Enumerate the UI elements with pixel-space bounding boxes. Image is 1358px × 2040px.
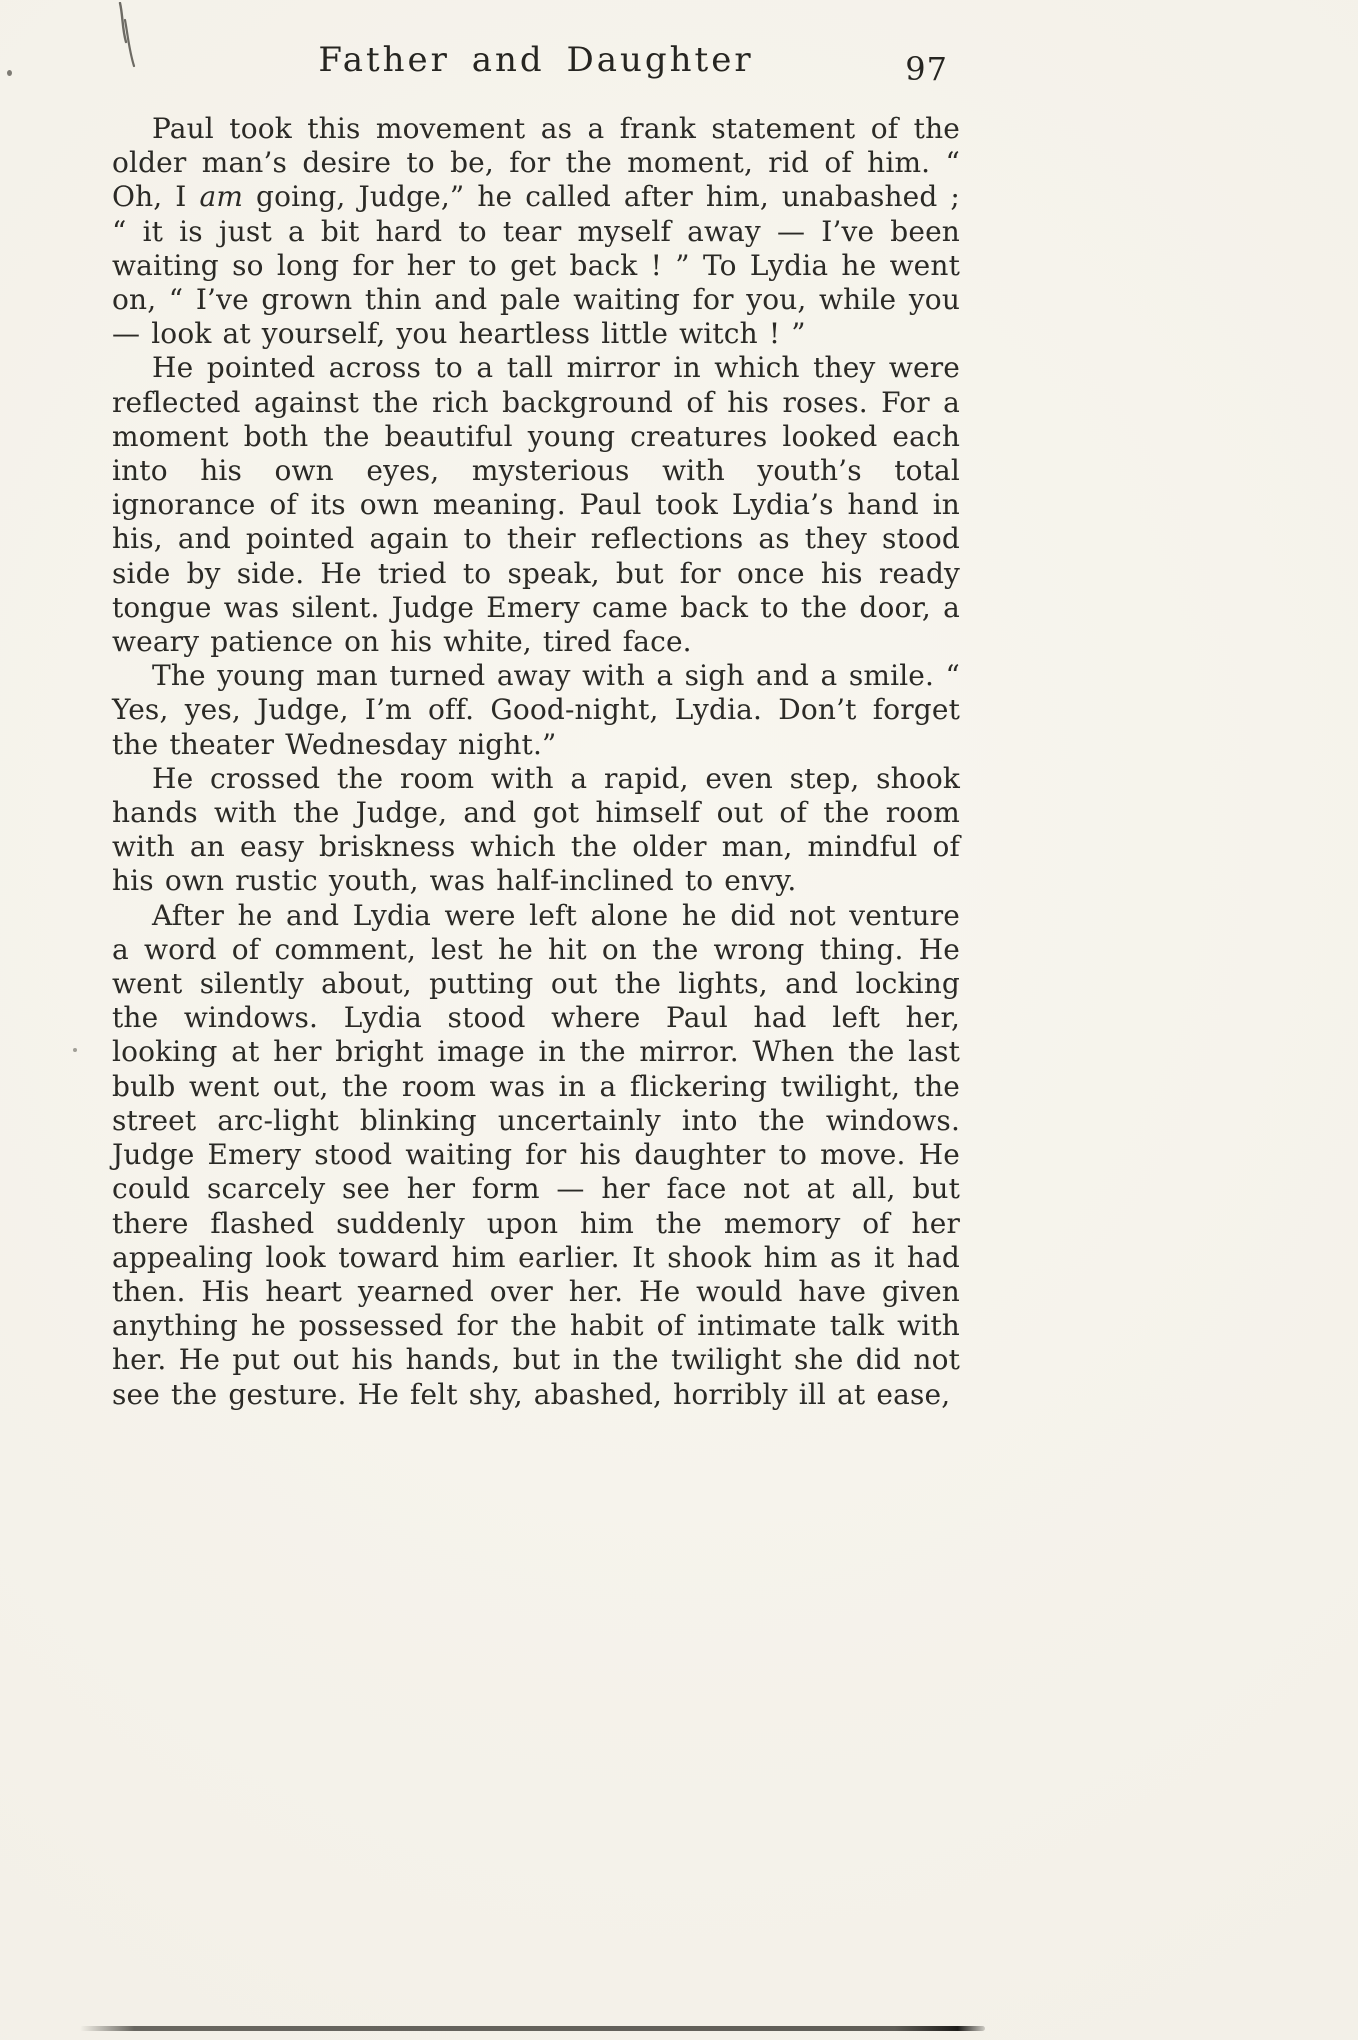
paragraph: [112, 762, 960, 899]
text-column: [112, 40, 960, 1412]
scan-speck: [7, 70, 12, 76]
paragraph: [112, 659, 960, 762]
running-title: Father and Daughter: [318, 40, 754, 80]
text-run: Paul took this movement as a frank statement of the older man’s desire to be, for the moment, rid of him. “ Oh, I: [112, 112, 960, 214]
paragraph: [112, 351, 960, 659]
italic-text-run: am: [199, 180, 244, 214]
text-run: He pointed across to a tall mirror in which they were reflected against the rich background of his roses. For a moment both the beautiful young creatures looked each into his own eyes, mysterious with youth’s total ignorance of its own meaning. Paul took Lydia’s hand in his, and pointed again to their reflections as they stood side by side. He tried to speak, but for once his ready tongue was silent. Judge Emery came back to the door, a weary patience on his white, tired face.: [112, 351, 960, 659]
paragraph: [112, 899, 960, 1412]
paragraph: [112, 112, 960, 351]
page-number: 97: [905, 50, 948, 88]
page-header: [112, 40, 960, 88]
text-run: The young man turned away with a sigh and a smile. “ Yes, yes, Judge, I’m off. Good-night, Lydia. Don’t forget the theater Wednesday night.”: [112, 659, 960, 761]
text-run: He crossed the room with a rapid, even step, shook hands with the Judge, and got himself out of the room with an easy briskness which the older man, mindful of his own rustic youth, was half-inclined to envy.: [112, 761, 960, 898]
page-body: [112, 112, 960, 1412]
text-run: After he and Lydia were left alone he did not venture a word of comment, lest he hit on the wrong thing. He went silently about, putting out the lights, and locking the windows. Lydia stood where Paul had left her, looking at her bright image in the mirror. When the last bulb went out, the room was in a flickering twilight, the street arc-light blinking uncertainly into the windows. Judge Emery stood waiting for his daughter to move. He could scarcely see her form — her face not at all, but there flashed suddenly upon him the memory of her appealing look toward him earlier. It shook him as it had then. His heart yearned over her. He would have given anything he possessed for the habit of intimate talk with her. He put out his hands, but in the twilight she did not see the gesture. He felt shy, abashed, horribly ill at ease,: [112, 898, 960, 1411]
page-edge-line: [80, 2026, 985, 2031]
scan-speck: [73, 1048, 77, 1052]
text-run: going, Judge,” he called after him, unabashed ; “ it is just a bit hard to tear myself away — I’ve been waiting so long for her to get back ! ” To Lydia he went on, “ I’ve grown thin and pale waiting for you, while you — look at yourself, you heartless little witch ! ”: [112, 180, 960, 351]
